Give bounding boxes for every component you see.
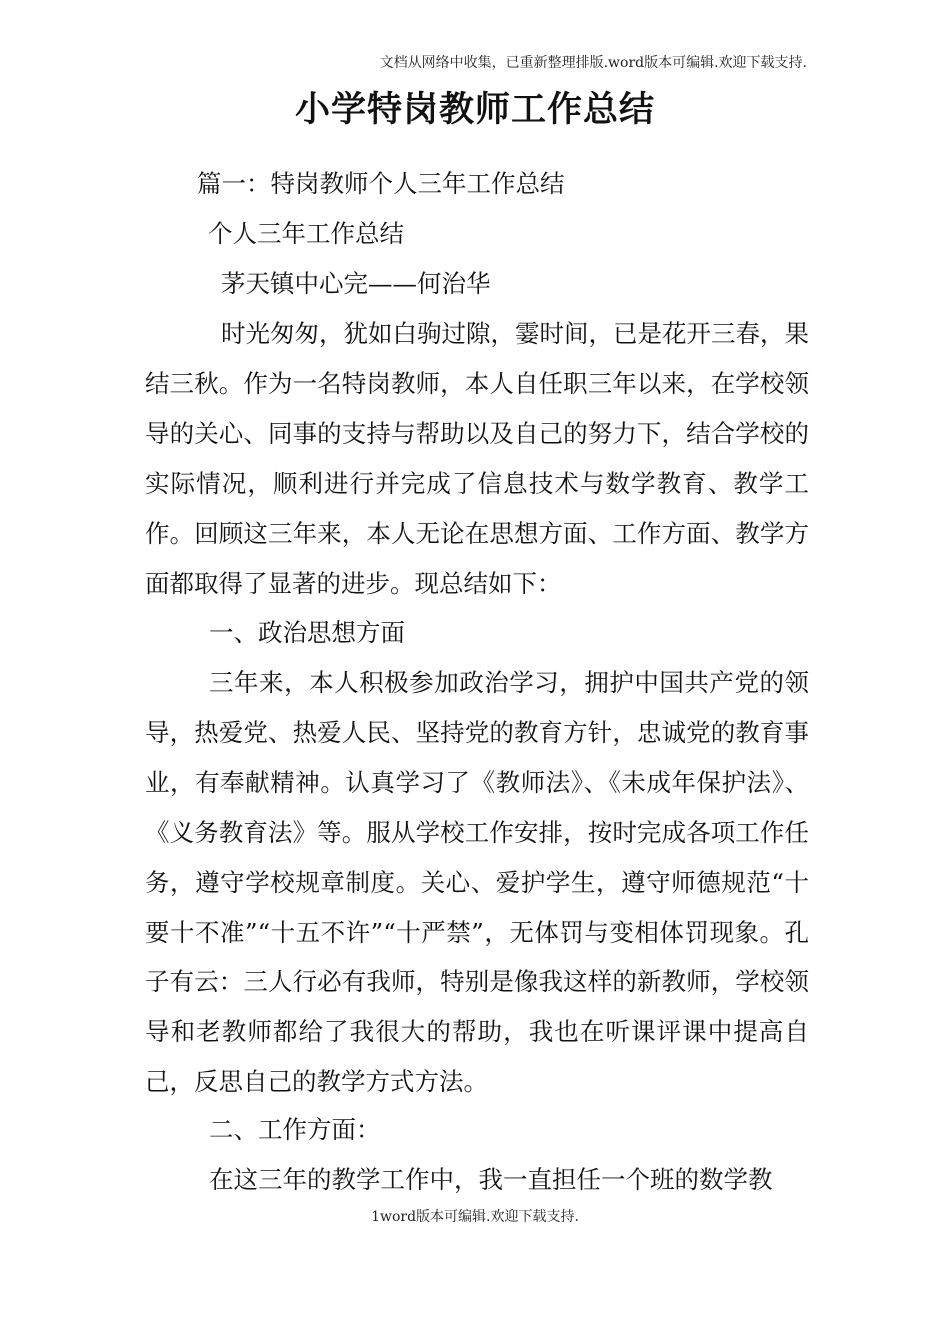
intro-paragraph: 时光匆匆，犹如白驹过隙，霎时间，已是花开三春，果结三秋。作为一名特岗教师，本人自任职三年以来，在学校领导的关心、同事的支持与帮助以及自己的努力下，结合学校的实际情况，顺利进行并完成了信息技术与数学教育、教学工作。回顾这三年来，本人无论在思想方面、工作方面、教学方面都取得了显著的进步。现总结如下： (145, 319, 809, 598)
work-paragraph: 在这三年的教学工作中，我一直担任一个班的数学教 (209, 1165, 773, 1194)
header-note: 文档从网络中收集，已重新整理排版.word版本可编辑.欢迎下载支持. (379, 55, 807, 71)
section-heading-work: 二、工作方面： (209, 1115, 381, 1144)
footer-note: 1word版本可编辑.欢迎下载支持. (371, 1209, 579, 1225)
document-title: 小学特岗教师工作总结 (294, 89, 655, 130)
article-subtitle: 篇一：特岗教师个人三年工作总结 (197, 169, 565, 198)
summary-subtitle: 个人三年工作总结 (208, 219, 404, 248)
section-heading-politics: 一、政治思想方面 (209, 618, 405, 647)
politics-paragraph: 三年来，本人积极参加政治学习，拥护中国共产党的领导，热爱党、热爱人民、坚持党的教育方针，忠诚党的教育事业，有奉献精神。认真学习了《教师法》、《未成年保护法》、《义务教育法》等。服从学校工作安排，按时完成各项工作任务，遵守学校规章制度。关心、爱护学生，遵守师德规范“十要十不准”“十五不许”“十严禁”，无体罚与变相体罚现象。孔子有云：三人行必有我师，特别是像我这样的新教师，学校领导和老教师都给了我很大的帮助，我也在听课评课中提高自己，反思自己的教学方式方法。 (145, 668, 809, 1097)
author-line: 茅天镇中心完——何治华 (221, 269, 491, 298)
